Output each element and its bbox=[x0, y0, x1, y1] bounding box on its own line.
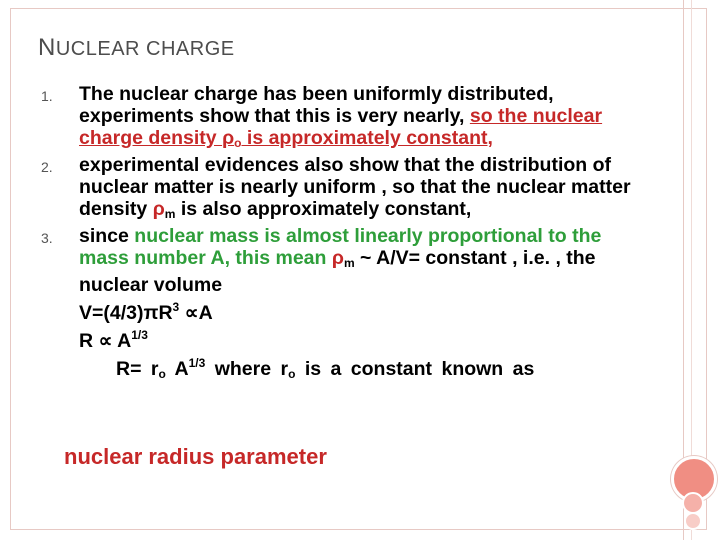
list-item: 1. The nuclear charge has been uniformly distributed, experiments show that this is very nearly, so the nuclear charge density $\rho_o$ is approximately constant, bbox=[41, 83, 603, 150]
formula-volume: $V=(4/3)\pi R^3 \propto A$ bbox=[79, 300, 213, 324]
list-item: 3. since nuclear mass is almost linearly proportional to the mass number A, this mean $\rho_m$ ~ A/V= constant , i.e. , the nuclear volume bbox=[41, 225, 602, 296]
formula-radius: $R= r_o$ $A^{1/3}$ where $r_o$ is a constant known as bbox=[116, 356, 535, 381]
rho-symbol: ρ bbox=[152, 198, 165, 220]
rho-symbol: ρ bbox=[222, 127, 235, 149]
rho-symbol: ρ bbox=[331, 247, 344, 269]
decorative-circle bbox=[684, 512, 702, 530]
decorative-circle bbox=[682, 492, 704, 514]
list-item: 2. experimental evidences also show that the distribution of nuclear matter is nearly uniform , so that the nuclear matter density $\rho_m$ is also approximately constant, bbox=[41, 154, 631, 221]
slide-title: NUCLEAR CHARGE bbox=[38, 34, 235, 61]
slide-content bbox=[38, 83, 638, 385]
list-number: 2. bbox=[41, 159, 53, 175]
formula-radius-proportional: $R \propto A^{1/3}$ bbox=[79, 328, 148, 352]
radius-parameter-text: nuclear radius parameter bbox=[64, 444, 327, 469]
list-number: 1. bbox=[41, 88, 53, 104]
list-number: 3. bbox=[41, 230, 53, 246]
